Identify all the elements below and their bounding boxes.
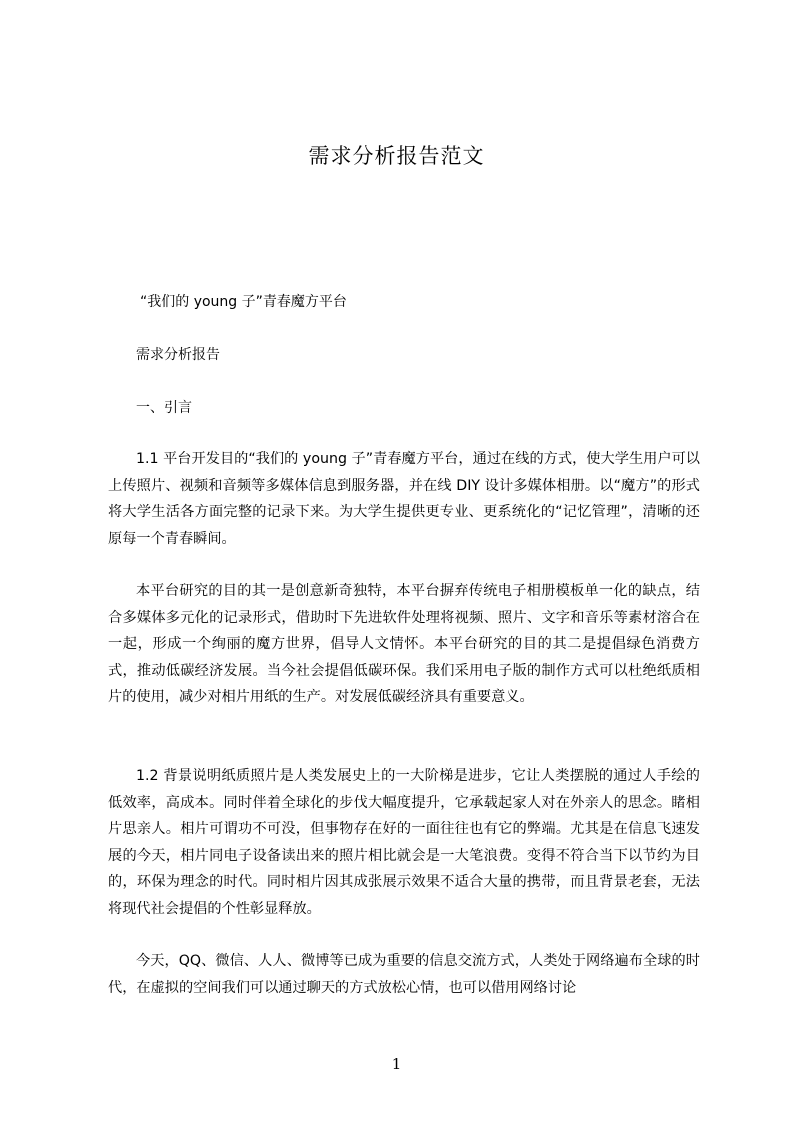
paragraph-background: 1.2 背景说明纸质照片是人类发展史上的一大阶梯是进步，它让人类摆脱的通过人手绘的低效率，高成本。同时伴着全球化的步伐大幅度提升，它承载起家人对在外亲人的思念。睹相片思亲人。相片可谓功不可没，但事物存在好的一面往往也有它的弊端。尤其是在信息飞速发展的今天，相片同电子设备读出来的照片相比就会是一大笔浪费。变得不符合当下以节约为目的，环保为理念的时代。同时相片因其成张展示效果不适合大量的携带，而且背景老套，无法将现代社会提倡的个性彰显释放。 <box>108 768 700 917</box>
paragraph-purpose: 1.1 平台开发目的“我们的 young 子”青春魔方平台，通过在线的方式，使大学生用户可以上传照片、视频和音频等多媒体信息到服务器，并在线 DIY 设计多媒体相册。以“魔方”的形式将大学生活各方面完整的记录下来。为大学生提供更专业、更系统化的“记忆管理”，清晰的还原每一个青春瞬间。 <box>108 451 700 547</box>
document-title: 需求分析报告范文 <box>308 144 485 168</box>
paragraph-research-goals: 本平台研究的目的其一是创意新奇独特，本平台摒弃传统电子相册模板单一化的缺点，结合多媒体多元化的记录形式，借助时下先进软件处理将视频、照片、文字和音乐等素材溶合在一起，形成一个绚丽的魔方世界，倡导人文情怀。本平台研究的目的其二是提倡绿色消费方式，推动低碳经济发展。当今社会提倡低碳环保。我们采用电子版的制作方式可以杜绝纸质相片的使用，减少对相片用纸的生产。对发展低碳经济具有重要意义。 <box>108 583 700 705</box>
page-number: 1 <box>391 1055 402 1073</box>
paragraph-today: 今天，QQ、微信、人人、微博等已成为重要的信息交流方式，人类处于网络遍布全球的时代，在虚拟的空间我们可以通过聊天的方式放松心情，也可以借用网络讨论 <box>108 953 700 996</box>
section-heading: 一、引言 <box>136 400 192 416</box>
report-subtitle-line: 需求分析报告 <box>136 347 220 363</box>
platform-name-line: “我们的 young 子”青春魔方平台 <box>140 294 347 310</box>
